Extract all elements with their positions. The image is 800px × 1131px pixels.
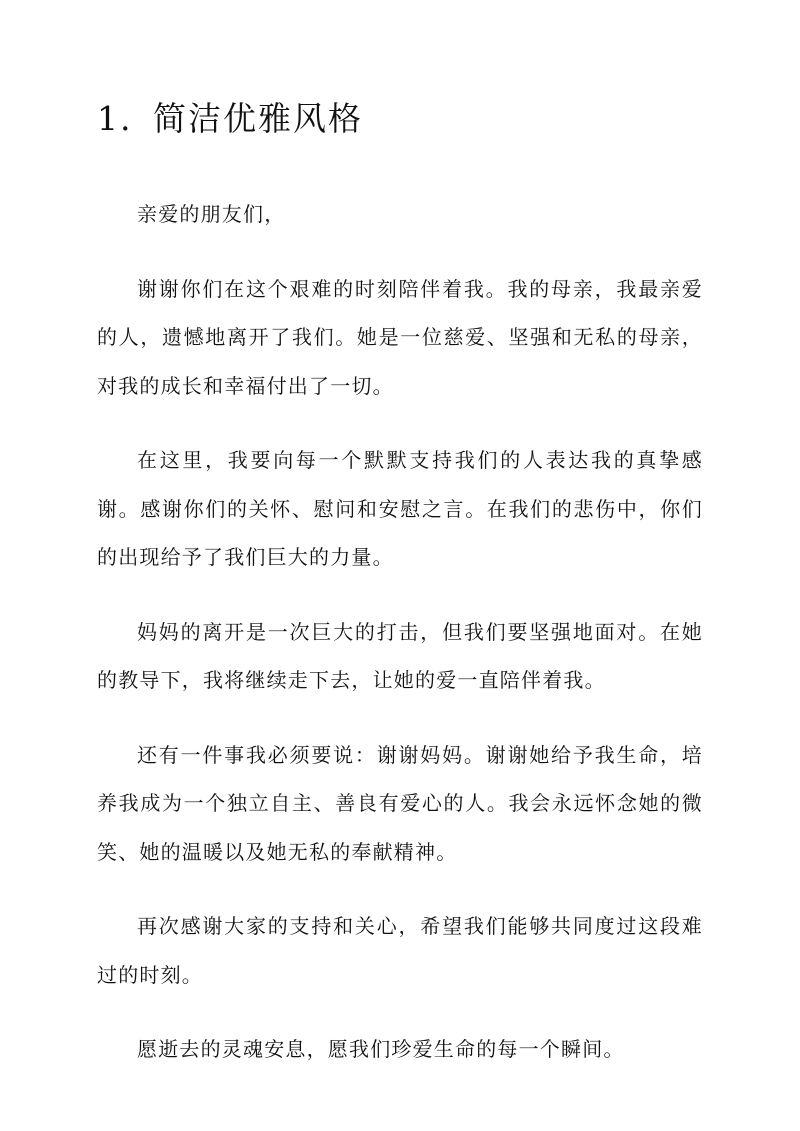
paragraph-thanks: 谢谢你们在这个艰难的时刻陪伴着我。我的母亲，我最亲爱的人，遗憾地离开了我们。她是一位慈爱、坚强和无私的母亲，对我的成长和幸福付出了一切。 [97, 276, 703, 398]
paragraph-thank-mother: 还有一件事我必须要说：谢谢妈妈。谢谢她给予我生命，培养我成为一个独立自主、善良有爱心的人。我会永远怀念她的微笑、她的温暖以及她无私的奉献精神。 [97, 742, 703, 864]
salutation-paragraph: 亲爱的朋友们， [137, 202, 286, 226]
section-heading [97, 94, 363, 144]
paragraph-gratitude: 在这里，我要向每一个默默支持我们的人表达我的真挚感谢。感谢你们的关怀、慰问和安慰之言。在我们的悲伤中，你们的出现给予了我们巨大的力量。 [97, 448, 703, 569]
paragraph-strength: 妈妈的离开是一次巨大的打击，但我们要坚强地面对。在她的教导下，我将继续走下去，让她的爱一直陪伴着我。 [97, 619, 703, 692]
section-title: 简洁优雅风格 [153, 99, 363, 138]
section-number: 1. [97, 99, 133, 138]
paragraph-farewell: 愿逝去的灵魂安息，愿我们珍爱生命的每一个瞬间。 [137, 1037, 625, 1061]
paragraph-closing-thanks: 再次感谢大家的支持和关心，希望我们能够共同度过这段难过的时刻。 [97, 914, 703, 987]
letter-body [97, 190, 703, 1100]
